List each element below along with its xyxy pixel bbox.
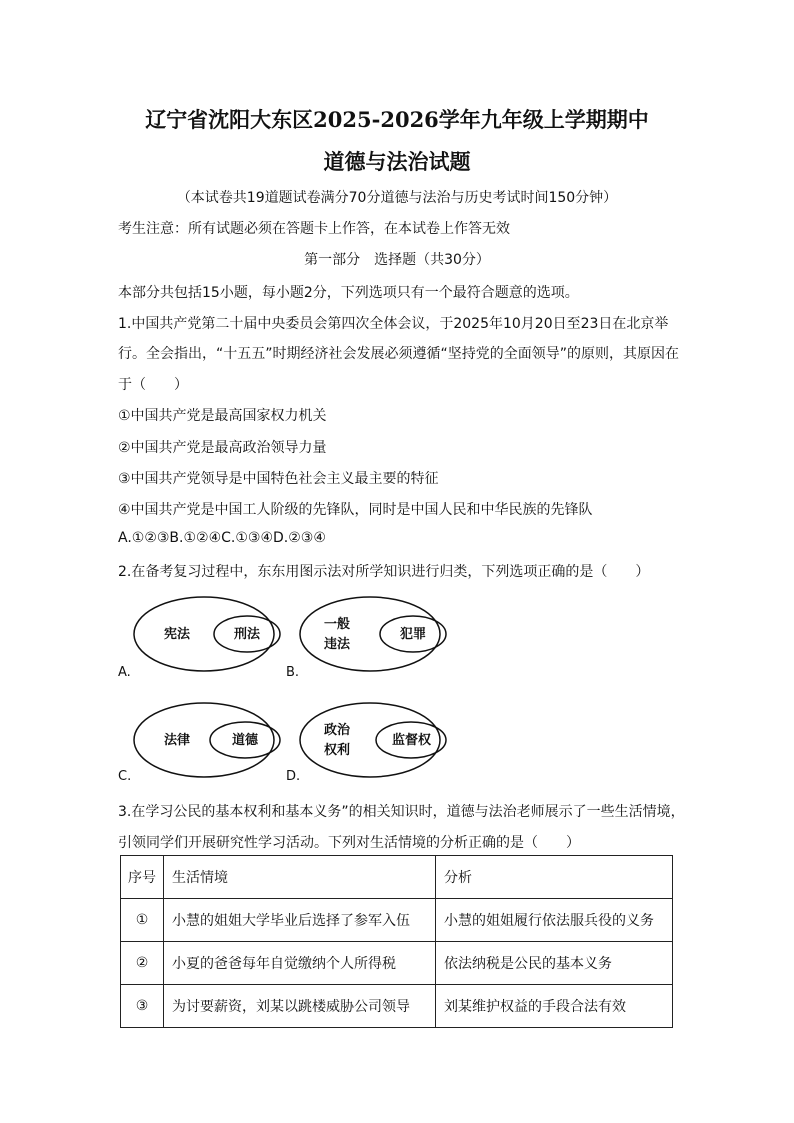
diagram-c-inner-label: 道德 <box>232 733 259 748</box>
table-row <box>121 985 673 1028</box>
diagram-a-inner-label: 刑法 <box>234 627 261 642</box>
diagram-c <box>132 700 282 780</box>
exam-info: （本试卷共19道题试卷满分70分道德与法治与历史考试时间150分钟） <box>176 190 618 206</box>
diagram-c-letter: C. <box>118 769 132 784</box>
q2-stem: 2.在备考复习过程中，东东用图示法对所学知识进行归类，下列选项正确的是（ ） <box>118 564 650 580</box>
diagram-d-letter: D. <box>286 769 301 784</box>
diagram-b-letter: B. <box>286 665 300 680</box>
section-instructions: 本部分共包括15小题，每小题2分，下列选项只有一个最符合题意的选项。 <box>118 285 579 301</box>
table-cell: 小夏的爸爸每年自觉缴纳个人所得税 <box>164 942 436 985</box>
table-cell: 小慧的姐姐履行依法服兵役的义务 <box>436 899 673 942</box>
diagram-d-outer-label-1: 政治 <box>324 723 351 738</box>
diagram-b-inner-label: 犯罪 <box>400 627 427 642</box>
section-heading: 第一部分 选择题（共30分） <box>304 252 490 268</box>
table-cell: ③ <box>121 985 164 1028</box>
table-cell: 依法纳税是公民的基本义务 <box>436 942 673 985</box>
q1-options: A.①②③B.①②④C.①③④D.②③④ <box>118 530 326 546</box>
exam-title: 辽宁省沈阳大东区2025-2026学年九年级上学期期中 <box>145 107 649 132</box>
q1-stem-line1: 1.中国共产党第二十届中央委员会第四次全体会议，于2025年10月20日至23日在北京举 <box>118 316 669 332</box>
q3-stem-line2: 引领同学们开展研究性学习活动。下列对生活情境的分析正确的是（ ） <box>118 835 580 851</box>
q1-item-4: ④中国共产党是中国工人阶级的先锋队，同时是中国人民和中华民族的先锋队 <box>118 502 593 518</box>
q1-stem-line2: 行。全会指出，“十五五”时期经济社会发展必须遵循“坚持党的全面领导”的原则，其原因在 <box>118 346 680 362</box>
diagram-a-outer-label: 宪法 <box>164 627 191 642</box>
table-row <box>121 899 673 942</box>
table-cell: 为讨要薪资，刘某以跳楼威胁公司领导 <box>164 985 436 1028</box>
diagram-a-letter: A. <box>118 665 131 680</box>
diagram-b-outer-label-1: 一般 <box>324 617 351 632</box>
q1-item-2: ②中国共产党是最高政治领导力量 <box>118 440 327 456</box>
q1-item-1: ①中国共产党是最高国家权力机关 <box>118 408 327 424</box>
table-cell: ① <box>121 899 164 942</box>
q1-stem-line3: 于（ ） <box>118 377 188 393</box>
q3-stem-line1: 3.在学习公民的基本权利和基本义务”的相关知识时，道德与法治老师展示了一些生活情境， <box>118 804 685 820</box>
table-cell: ② <box>121 942 164 985</box>
diagram-b <box>298 594 448 674</box>
table-header-cell: 序号 <box>121 856 164 899</box>
table-cell: 刘某维护权益的手段合法有效 <box>436 985 673 1028</box>
diagram-b-outer-label-2: 违法 <box>324 637 351 652</box>
table-header-row <box>121 856 673 899</box>
exam-notice: 考生注意：所有试题必须在答题卡上作答，在本试卷上作答无效 <box>118 221 510 237</box>
diagram-d-inner-label: 监督权 <box>392 733 432 748</box>
table-header-cell: 生活情境 <box>164 856 436 899</box>
diagram-d-outer-label-2: 权利 <box>324 743 351 758</box>
q3-table <box>120 855 673 1028</box>
diagram-a <box>132 594 282 674</box>
diagram-d <box>298 700 448 780</box>
table-row <box>121 942 673 985</box>
diagram-c-outer-label: 法律 <box>164 733 191 748</box>
table-cell: 小慧的姐姐大学毕业后选择了参军入伍 <box>164 899 436 942</box>
exam-subject-title: 道德与法治试题 <box>323 149 471 174</box>
q1-item-3: ③中国共产党领导是中国特色社会主义最主要的特征 <box>118 471 439 487</box>
table-header-cell: 分析 <box>436 856 673 899</box>
